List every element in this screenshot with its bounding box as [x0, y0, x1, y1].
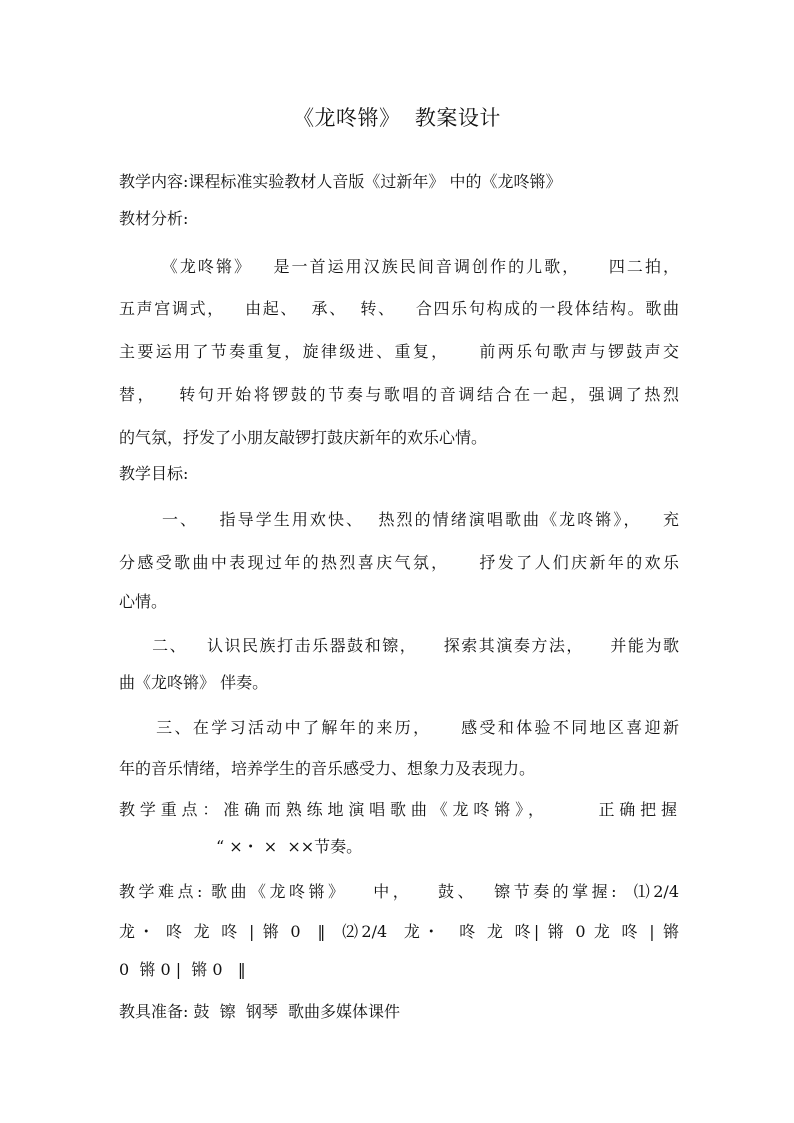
equipment-label: 教具准备:	[119, 1002, 189, 1021]
teaching-goals-label: 教学目标:	[119, 464, 189, 483]
teaching-content-text: 课程标准实验教材人音版《过新年》 中的《龙咚锵》	[188, 172, 562, 191]
goal-2-line-2: 曲《龙咚锵》 伴奏。	[119, 673, 269, 692]
material-analysis-line-3: 主要运用了节奏重复，旋律级进、重复， 前两乐句歌声与锣鼓声交	[119, 342, 679, 361]
teaching-content-label: 教学内容:	[119, 172, 189, 191]
difficulties-line-3: 0 锵 0 | 锵 0 ‖	[119, 960, 246, 979]
key-points-line-2: “ ×・ × ××节奏。	[216, 837, 363, 856]
difficulties-line-2: 龙・ 咚 龙 咚 | 锵 0 ‖ ⑵2/4 龙・ 咚 龙 咚| 锵 0 龙 咚 | 锵	[119, 922, 679, 941]
equipment-text: 鼓 镲 钢琴 歌曲多媒体课件	[188, 1002, 401, 1021]
key-points-line-1: 教学重点：准确而熟练地演唱歌曲《龙咚锵》， 正确把握	[119, 800, 679, 819]
equipment-line	[119, 1000, 679, 1024]
goal-1-line-2: 分感受歌曲中表现过年的热烈喜庆气氛， 抒发了人们庆新年的欢乐	[119, 553, 679, 572]
goal-2-line-1: 二、 认识民族打击乐器鼓和镲， 探索其演奏方法， 并能为歌	[119, 636, 679, 655]
goal-3-line-2: 年的音乐情绪，培养学生的音乐感受力、想象力及表现力。	[119, 759, 536, 778]
material-analysis-line-4: 替， 转句开始将锣鼓的节奏与歌唱的音调结合在一起，强调了热烈	[119, 385, 679, 404]
material-analysis-line-2: 五声宫调式， 由起、 承、 转、 合四乐句构成的一段体结构。歌曲	[119, 299, 679, 318]
material-analysis-line-5: 的气氛，抒发了小朋友敲锣打鼓庆新年的欢乐心情。	[119, 428, 488, 447]
difficulties-line-1: 教学难点: 歌曲《龙咚锵》 中， 鼓、 镲节奏的掌握: ⑴2/4	[119, 882, 679, 901]
lesson-title: 《龙咚锵》 教案设计	[293, 106, 501, 130]
material-analysis-label: 教材分析:	[119, 209, 189, 228]
material-analysis-line-1: 《龙咚锵》 是一首运用汉族民间音调创作的儿歌， 四二拍，	[119, 257, 679, 276]
goal-3-line-1: 三、在学习活动中了解年的来历， 感受和体验不同地区喜迎新	[119, 718, 679, 737]
goal-1-line-3: 心情。	[119, 592, 168, 611]
teaching-content-line	[119, 170, 679, 194]
goal-1-line-1: 一、 指导学生用欢快、 热烈的情绪演唱歌曲《龙咚锵》， 充	[119, 510, 679, 529]
